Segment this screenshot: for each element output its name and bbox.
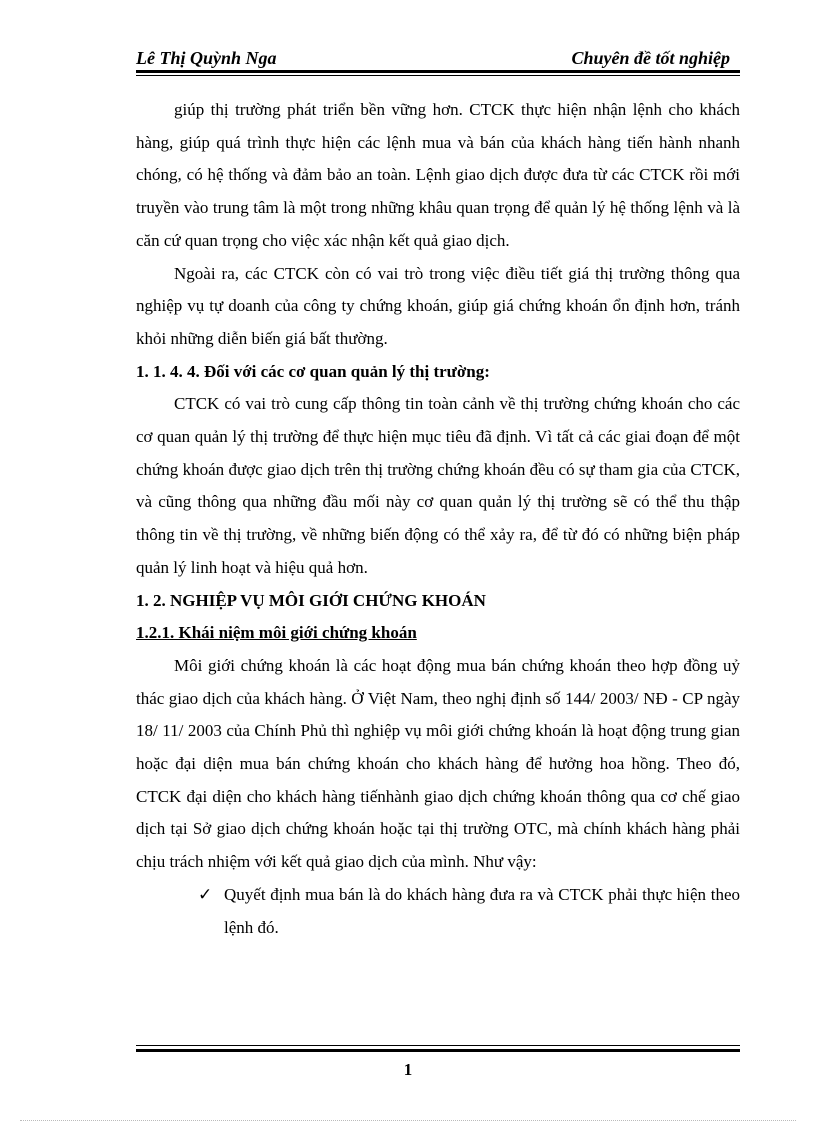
subsection-heading: 1.2.1. Khái niệm môi giới chứng khoán [136, 623, 417, 643]
page-body [136, 94, 740, 944]
page-number: 1 [403, 1060, 413, 1079]
page-edge-divider [20, 1120, 796, 1121]
section-heading: 1. 1. 4. 4. Đối với các cơ quan quản lý thị trường: [136, 361, 490, 381]
paragraph: CTCK có vai trò cung cấp thông tin toàn cảnh về thị trường chứng khoán cho các cơ quan quản lý thị trường để thực hiện mục tiêu đã định. Vì tất cả các giai đoạn để một chứng khoán được giao dịch trên thị trường chứng khoán đều có sự tham gia của CTCK, và cũng thông qua những đầu mối này cơ quan quản lý thị trường sẽ có thể thu thập thông tin về thị trường, về những biến động có thể xảy ra, để từ đó có những biện pháp quản lý linh hoạt và hiệu quả hơn. [136, 394, 740, 577]
paragraph: Môi giới chứng khoán là các hoạt động mua bán chứng khoán theo hợp đồng uỷ thác giao dịch của khách hàng. Ở Việt Nam, theo nghị định số 144/ 2003/ NĐ - CP ngày 18/ 11/ 2003 của Chính Phủ thì nghiệp vụ môi giới chứng khoán là hoạt động trung gian hoặc đại diện mua bán chứng khoán cho khách hàng để hưởng hoa hồng. Theo đó, CTCK đại diện cho khách hàng tiếnhành giao dịch chứng khoán thông qua cơ chế giao dịch tại Sở giao dịch chứng khoán hoặc tại thị trường OTC, mà chính khách hàng phải chịu trách nhiệm với kết quả giao dịch của mình. Như vậy: [136, 655, 740, 872]
checkmark-icon: ✓ [198, 884, 213, 904]
header-rule-thick [136, 70, 740, 73]
bullet-item [198, 879, 740, 944]
header-title: Chuyên đề tốt nghiệp [571, 48, 730, 68]
header-rule-thin [136, 75, 740, 76]
footer-rule-thick [136, 1049, 740, 1052]
header-author: Lê Thị Quỳnh Nga [136, 48, 277, 68]
chapter-heading: 1. 2. NGHIỆP VỤ MÔI GIỚI CHỨNG KHOÁN [136, 590, 486, 610]
paragraph: giúp thị trường phát triển bền vững hơn. CTCK thực hiện nhận lệnh cho khách hàng, giúp quá trình thực hiện các lệnh mua và bán của khách hàng tiến hành nhanh chóng, có hệ thống và đảm bảo an toàn. Lệnh giao dịch được đưa từ các CTCK rồi mới truyền vào trung tâm là một trong những khâu quan trọng để quản lý hệ thống lệnh và là căn cứ quan trọng cho việc xác nhận kết quả giao dịch. [136, 100, 740, 250]
page-header [136, 48, 740, 70]
bullet-text: Quyết định mua bán là do khách hàng đưa ra và CTCK phải thực hiện theo lệnh đó. [224, 884, 740, 937]
paragraph: Ngoài ra, các CTCK còn có vai trò trong việc điều tiết giá thị trường thông qua nghiệp vụ tự doanh của công ty chứng khoán, giúp giá chứng khoán ổn định hơn, tránh khỏi những diễn biến giá bất thường. [136, 263, 740, 348]
footer-rule-thin [136, 1045, 740, 1046]
